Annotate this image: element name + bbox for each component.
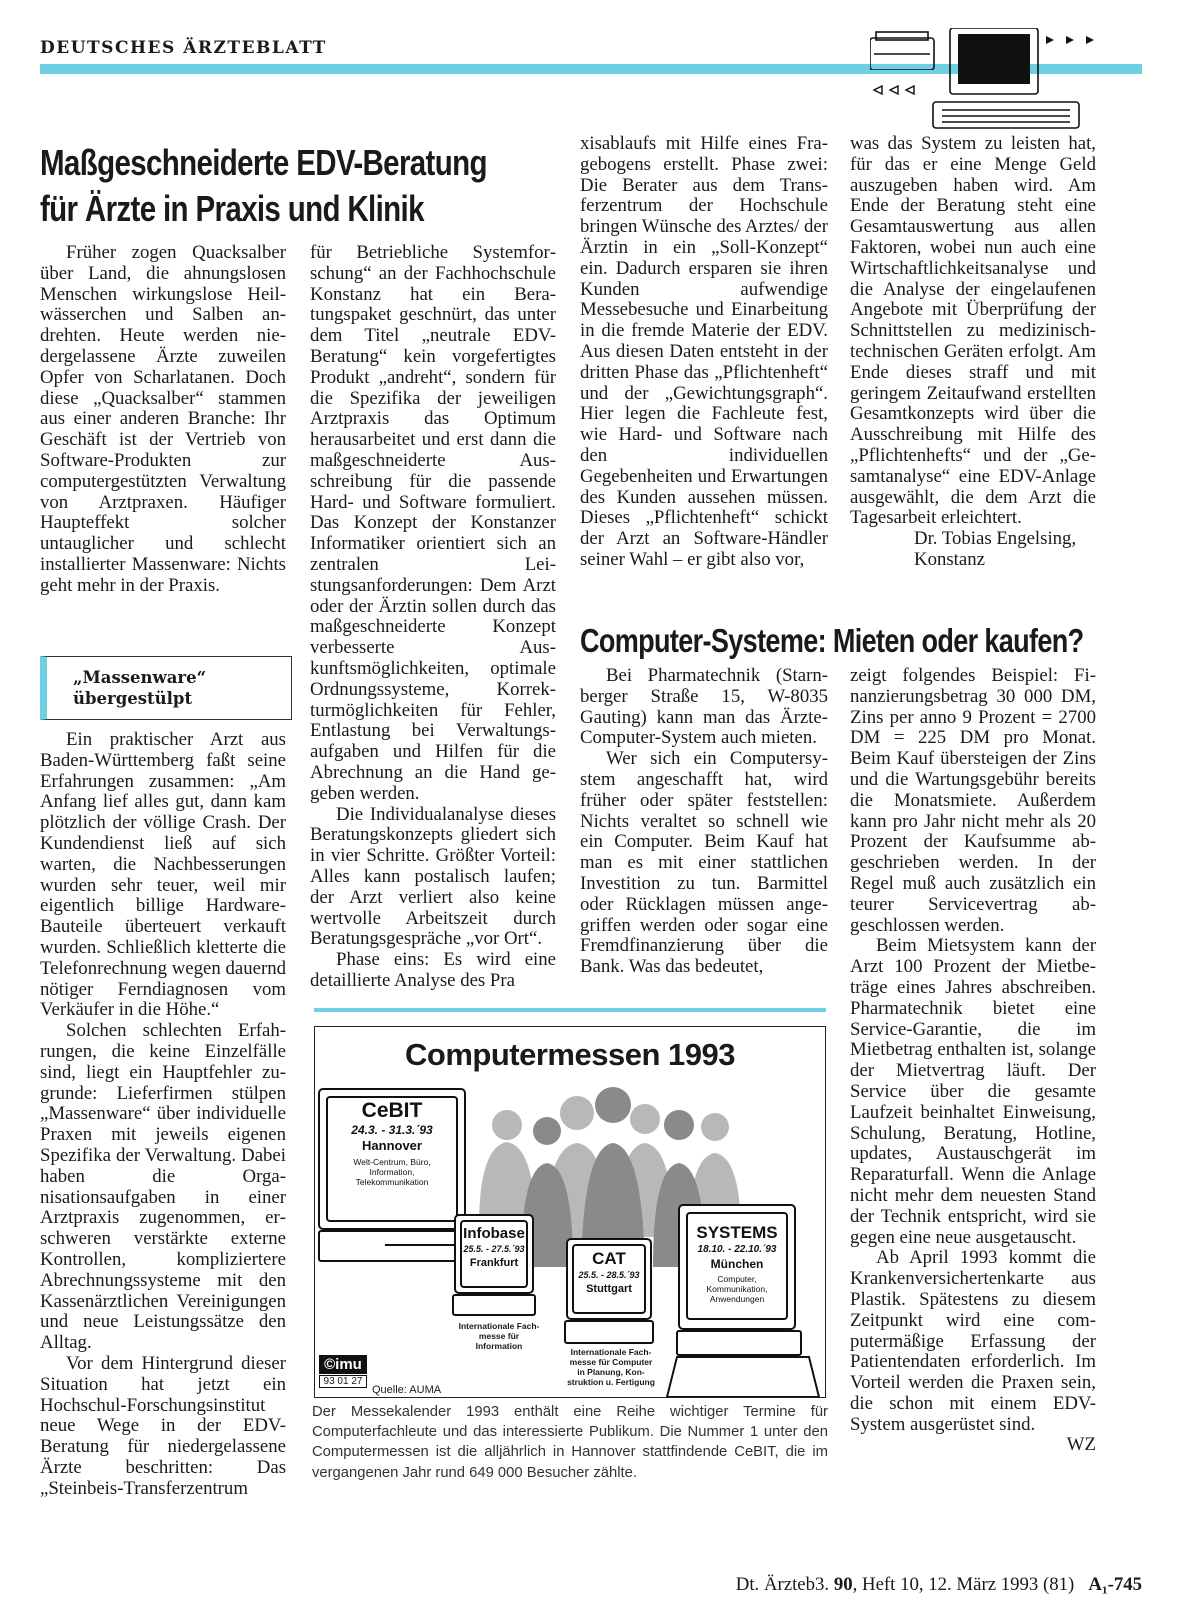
- fair-city: Stuttgart: [586, 1283, 632, 1295]
- paragraph: für Betriebliche Systemforschung“ an der Fachhochschule Konstanz hat ein Beratungspaket geschnürt, das unter dem Titel „neutrale EDV-Beratung“ kein vorgefertigtes Produkt „andreht“, sondern für die Spezifika der jeweiligen Arztpraxis das Optimum herausarbeitet und erst dann die maßgeschneiderte Ausschreibung für die passende Hard- und Software formuliert. Das Konzept der Konstanzer Informatiker orientiert sich an zentralen Leistungsanforderungen: Dem Arzt oder der Ärztin sollen durch das maßgeschneiderte Konzept verbesserte Auskunftsmöglichkeiten, optimale Ordnungssysteme, Korrekturmöglichkeiten für Fehler, Entlastung bei Verwaltungsaufgaben und Hilfen für die Abrechnung an die Hand gegeben werden.: [310, 242, 556, 804]
- article-column-2: [310, 243, 556, 992]
- article-headline-line-1: Maßgeschneiderte EDV-Beratung: [40, 142, 487, 183]
- figure-caption: Der Messekalender 1993 enthält eine Reihe wichtiger Termine für Computerfachleute und das interessierte Publikum. Die Nummer 1 unter den Computermessen ist die alljährlich in Hannover stattfindende CeBIT, die im vergangenen Jahr rund 649 000 Besucher zählte.: [312, 1404, 828, 1481]
- imu-logo: ©imu: [319, 1355, 367, 1374]
- subheading-line-1: „Massenware“: [73, 668, 207, 687]
- second-article-column-2: [850, 666, 1096, 1456]
- paragraph: Solchen schlechten Erfahrungen, die keine Einzelfälle sind, liegt ein Hauptfehler zugrunde: Lieferfirmen stülpen „Massenware“ über individuelle Praxen mit jeweils eigenen Spezifika der Verwaltung. Dabei haben die Organisationsaufgaben in einer Arztpraxis zugenommen, erschweren verstärkte externe Kontrollen, kompliziertere Abrechnungssysteme mit den Kassenärztlichen Vereinigungen und neue Leistungssätze den Alltag.: [40, 1020, 286, 1354]
- author-initials: WZ: [1066, 1434, 1096, 1456]
- fair-dates: 25.5. - 27.5.´93: [463, 1244, 525, 1254]
- figure-code: 93 01 27: [319, 1375, 367, 1388]
- figure-rule: [314, 1008, 826, 1012]
- second-article-headline: Computer-Systeme: Mieten oder kaufen?: [580, 622, 1084, 659]
- author-name: Dr. Tobias Engelsing,: [914, 528, 1077, 550]
- fair-dates: 25.5. - 28.5.´93: [578, 1270, 640, 1280]
- fair-description: Computer, Kommunikation, Anwendungen: [706, 1274, 768, 1304]
- paragraph: xisablaufs mit Hilfe eines Fragebogens erstellt. Phase zwei: Die Berater aus dem Transferzentrum der Hochschule bringen Wünsche des Arztes/ der Ärztin in ein „Soll-Konzept“ ein. Dadurch ersparen sie ihren Kunden aufwendige Messebesuche und Einarbeitung in die fremde Materie der EDV. Aus diesen Daten entsteht in der dritten Phase das „Pflichtenheft“ und der „Gewichtungsgraph“. Hier legen die Fachleute fest, wie Hard- und Software nach den individuellen Gegebenheiten und Erwartungen des Kunden aussehen müssen. Dieses „Pflichtenheft“ schickt der Arzt an Software-Händler seiner Wahl – er gibt also vor,: [580, 133, 828, 570]
- volume-number: 90: [833, 1574, 853, 1595]
- fair-dates: 18.10. - 22.10.´93: [697, 1244, 777, 1255]
- fair-name: SYSTEMS: [696, 1223, 778, 1242]
- paragraph: Vor dem Hintergrund dieser Situation hat jetzt ein Hochschul-Forschungsinstitut neue Wege in der EDV-Beratung für niedergelassene Ärzte beschritten: Das „Steinbeis-Transferzentrum: [40, 1352, 286, 1499]
- paragraph: Die Individualanalyse dieses Beratungskonzepts gliedert sich in vier Schritte. Größter Vorteil: Alles kann postalisch laufen; der Arzt verliert also keine wertvolle Arbeitszeit durch Beratungsgespräche „vor Ort“.: [310, 803, 556, 950]
- figure-source: Quelle: AUMA: [372, 1384, 442, 1396]
- paragraph: Wer sich ein Computersystem angeschafft hat, wird früher oder später feststellen: Nichts veraltet so schnell wie ein Computer. Beim Kauf hat man es mit einer stattlichen Investition zu tun. Barmittel oder Rücklagen müssen angegriffen werden oder sogar eine Fremdfinanzierung über die Bank. Was das bedeutet,: [580, 748, 828, 978]
- fair-cat-note: Internationale Fach-messe für Computer in Planung, Kon-struktion u. Fertigung: [567, 1347, 655, 1387]
- fair-illustration: [315, 1027, 826, 1398]
- paragraph: Ein praktischer Arzt aus Baden-Württemberg faßt seine Erfahrungen zusammen: „Am Anfang lief alles gut, dann kam plötzlich der völlige Crash. Der Kundendienst ließ auf sich warten, die Nachbesserungen wurden sehr teuer, weil mir eigentlich billige Hardware-Bauteile überteuert verkauft wurden. Schließlich kletterte die Telefonrechnung wegen dauernd nötiger Ferndiagnosen vom Verkäufer in die Höhe.“: [40, 729, 286, 1021]
- trade-fair-figure: [314, 1026, 826, 1398]
- fair-name: CeBIT: [361, 1099, 423, 1122]
- issue-info: , Heft 10, 12. März 1993 (81): [852, 1574, 1075, 1595]
- figure-title: Computermessen 1993: [405, 1037, 735, 1072]
- author-city: Konstanz: [914, 548, 985, 570]
- computer-illustration: [870, 28, 1142, 138]
- page-footer: [736, 1574, 1142, 1596]
- fair-infobase-note: Internationale Fach-messe für Information: [458, 1321, 540, 1351]
- article-column-1: [40, 243, 286, 597]
- paragraph: Beim Mietsystem kann der Arzt 100 Prozent der Mietbeträge eines Jahres abschreiben. Pharmatechnik bietet eine Service-Garantie, die im Mietbetrag enthalten ist, solange der Mietvertrag läuft. Der Service über die gesamte Laufzeit beinhaltet Einweisung, Schulung, Beratung, Hotline, updates, Austauschgerät im Reparaturfall. Wenn die Anlage nicht mehr dem neuesten Stand der Technik entspricht, wird sie gegen eine neue ausgetauscht.: [850, 935, 1096, 1248]
- article-headline-line-2: für Ärzte in Praxis und Klinik: [40, 188, 424, 229]
- fair-infobase: [461, 1225, 527, 1270]
- second-article-column-1: [580, 666, 828, 978]
- fair-cebit: [331, 1099, 453, 1187]
- fair-name: Infobase: [463, 1225, 525, 1242]
- fair-description: Welt-Centrum, Büro, Information, Telekommunikation: [353, 1157, 431, 1187]
- masthead: DEUTSCHES ÄRZTEBLATT: [40, 38, 327, 58]
- journal-name: Dt. Ärzteb3.: [735, 1574, 830, 1595]
- paragraph: was das System zu leisten hat, für das er eine Menge Geld auszugeben haben wird. Am Ende der Beratung steht eine Gesamtauswertung aus allen Faktoren, wobei nun auch eine Wirtschaftlichkeitsanalyse und die Analyse der eingelaufenen Angebote mit Überprüfung der Schnittstellen zu medizinisch-technischen Geräten erfolgt. Am Ende dieses straff und mit geringem Zeitaufwand erstellten Gesamtkonzepts wird über die Ausschreibung mit Hilfe des „Pflichtenhefts“ und der „Gesamtanalyse“ eine EDV-Anlage ausgewählt, die dem Arzt die Tagesarbeit erleichtert.: [850, 133, 1096, 529]
- subheading-line-2: übergestülpt: [73, 689, 193, 708]
- paragraph: Ab April 1993 kommt die Krankenversichertenkarte aus Plastik. Spätestens zu diesem Zeitpunkt wird eine computermäßige Erfassung der Patientendaten erforderlich. Im Vorteil werden die Praxen sein, die schon mit einem EDV-System ausgerüstet sind.: [850, 1247, 1096, 1435]
- fair-systems: [687, 1223, 787, 1304]
- fair-city: Frankfurt: [469, 1257, 519, 1269]
- fair-city: Hannover: [362, 1138, 422, 1153]
- fair-city: München: [710, 1257, 764, 1271]
- paragraph: zeigt folgendes Beispiel: Finanzierungsbetrag 30 000 DM, Zins per anno 9 Prozent = 2700 DM = 225 DM pro Monat. Beim Kauf übersteigen der Zins und die Wartungsgebühr bereits die Monatsmiete. Außerdem kann pro Jahr nicht mehr als 20 Prozent der Kaufsumme abgeschrieben werden. In der Regel muß auch zusätzlich ein teurer Servicevertrag abgeschlossen werden.: [850, 665, 1096, 936]
- article-column-1-continued: [40, 730, 286, 1499]
- paragraph: Bei Pharmatechnik (Starnberger Straße 15, W-8035 Gauting) kann man das Ärzte-Computer-System auch mieten.: [580, 665, 828, 749]
- article-column-4: [850, 134, 1096, 571]
- fair-name: CAT: [592, 1249, 626, 1268]
- paragraph: Früher zogen Quacksalber über Land, die ahnungslosen Menschen wirkungslose Heilwässerchen und Salben andrehten. Heute werden niedergelassene Ärzte zuweilen Opfer von Scharlatanen. Doch diese „Quacksalber“ stammen aus einer anderen Branche: Ihr Geschäft ist der Vertrieb von Software-Produkten zur computergestützten Verwaltung von Arztpraxen. Häufiger Haupteffekt solcher untauglicher und schlecht installierter Massenware: Nichts geht mehr in der Praxis.: [40, 242, 286, 596]
- paragraph: Phase eins: Es wird eine detaillierte Analyse des Pra: [310, 949, 556, 991]
- subheading-box: [40, 656, 292, 720]
- fair-dates: 24.3. - 31.3.´93: [351, 1123, 433, 1137]
- page-number: A₁-745: [1088, 1574, 1142, 1595]
- fair-cat: [573, 1249, 645, 1296]
- article-column-3: [580, 134, 828, 571]
